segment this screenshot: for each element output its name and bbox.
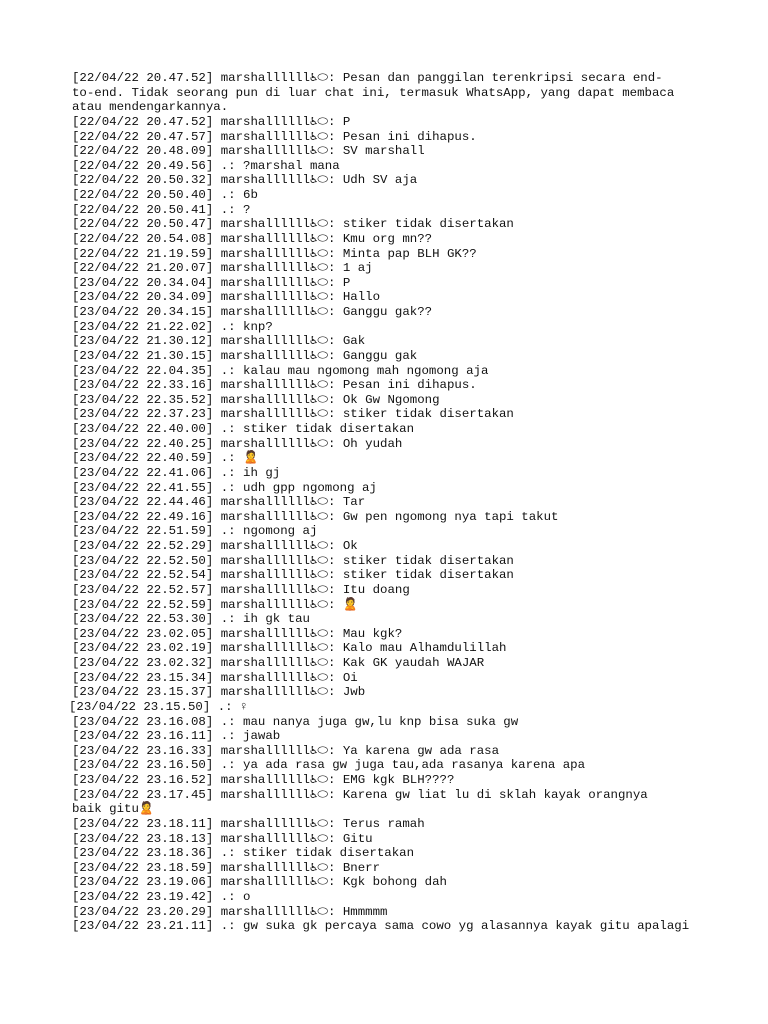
chat-message-line: [23/04/22 22.40.00] .: stiker tidak disertakan: [72, 422, 415, 436]
chat-message-line: [23/04/22 23.15.34] marshallllll♿⬭: Oi: [72, 670, 358, 685]
chat-message-line: [23/04/22 23.18.13] marshallllll♿⬭: Gitu: [72, 831, 373, 846]
chat-message-continuation: baik gitu🙎: [72, 802, 155, 817]
chat-message-line: [23/04/22 20.34.04] marshallllll♿⬭: P: [72, 275, 351, 290]
chat-message-line: [23/04/22 22.52.59] marshallllll♿⬭: 🙎: [72, 597, 359, 612]
chat-message-line: [23/04/22 23.19.42] .: o: [72, 890, 251, 904]
chat-message-line: [23/04/22 22.51.59] .: ngomong aj: [72, 524, 318, 539]
chat-message-line: [23/04/22 22.53.30] .: ih gk tau: [72, 612, 310, 627]
chat-message-line: [23/04/22 22.52.50] marshallllll♿⬭: stiker tidak disertakan: [72, 553, 514, 568]
chat-message-line: [23/04/22 22.44.46] marshallllll♿⬭: Tar: [72, 495, 366, 510]
chat-message-line: [23/04/22 23.16.52] marshallllll♿⬭: EMG kgk BLH????: [72, 773, 455, 787]
chat-message-line: [22/04/22 20.47.52] marshallllll♿⬭: Pesan dan panggilan terenkripsi secara end-: [72, 71, 663, 85]
chat-message-line: [23/04/22 23.16.11] .: jawab: [72, 729, 281, 744]
chat-message-line: [23/04/22 23.19.06] marshallllll♿⬭: Kgk bohong dah: [72, 875, 447, 890]
chat-message-line: [23/04/22 22.41.06] .: ih gj: [72, 465, 281, 480]
chat-message-line: [23/04/22 22.52.29] marshallllll♿⬭: Ok: [72, 539, 358, 553]
chat-message-line: [23/04/22 23.16.08] .: mau nanya juga gw,lu knp bisa suka gw: [72, 714, 519, 729]
chat-message-line: [23/04/22 22.04.35] .: kalau mau ngomong mah ngomong aja: [72, 363, 489, 378]
chat-message-line: [23/04/22 23.16.33] marshallllll♿⬭: Ya karena gw ada rasa: [72, 743, 499, 758]
chat-message-line: [22/04/22 20.50.41] .: ?: [72, 202, 251, 217]
chat-message-line: [23/04/22 23.18.36] .: stiker tidak disertakan: [72, 846, 415, 861]
chat-message-line: [23/04/22 22.41.55] .: udh gpp ngomong aj: [72, 480, 377, 495]
chat-message-line: [22/04/22 21.20.07] marshallllll♿⬭: 1 aj: [72, 261, 373, 276]
chat-message-line: [23/04/22 23.18.59] marshallllll♿⬭: Bnerr: [72, 860, 381, 875]
chat-message-line: [23/04/22 21.30.15] marshallllll♿⬭: Ganggu gak: [72, 348, 418, 363]
chat-message-line: [23/04/22 22.49.16] marshallllll♿⬭: Gw pen ngomong nya tapi takut: [72, 509, 559, 524]
chat-message-line: [22/04/22 20.47.57] marshallllll♿⬭: Pesan ini dihapus.: [72, 129, 477, 144]
chat-message-line: [22/04/22 20.50.47] marshallllll♿⬭: stiker tidak disertakan: [72, 217, 514, 232]
chat-message-line: [23/04/22 23.21.11] .: gw suka gk percaya sama cowo yg alasannya kayak gitu apalagi: [72, 919, 690, 934]
chat-message-line: [23/04/22 23.18.11] marshallllll♿⬭: Terus ramah: [72, 816, 425, 831]
chat-message-continuation: to-end. Tidak seorang pun di luar chat ini, termasuk WhatsApp, yang dapat membaca: [72, 85, 675, 100]
chat-transcript: [69, 71, 692, 934]
chat-message-line: [23/04/22 23.16.50] .: ya ada rasa gw juga tau,ada rasanya karena apa: [72, 758, 586, 773]
chat-message-line: [23/04/22 21.22.02] .: knp?: [72, 319, 273, 334]
chat-message-line: [23/04/22 23.02.19] marshallllll♿⬭: Kalo mau Alhamdulillah: [72, 641, 507, 656]
chat-message-line: [22/04/22 20.49.56] .: ?marshal mana: [72, 158, 340, 173]
chat-message-line: [23/04/22 20.34.15] marshallllll♿⬭: Ganggu gak??: [72, 305, 433, 319]
chat-message-line: [22/04/22 21.19.59] marshallllll♿⬭: Minta pap BLH GK??: [72, 246, 477, 261]
chat-message-line: [23/04/22 23.15.37] marshallllll♿⬭: Jwb: [72, 685, 366, 700]
chat-message-line: [23/04/22 22.52.54] marshallllll♿⬭: stiker tidak disertakan: [72, 568, 514, 583]
chat-message-line: [23/04/22 23.15.50] .: ♀: [69, 699, 248, 714]
chat-message-line: [23/04/22 23.20.29] marshallllll♿⬭: Hmmmmm: [72, 904, 388, 919]
chat-message-line: [22/04/22 20.47.52] marshallllll♿⬭: P: [72, 114, 351, 129]
chat-message-line: [23/04/22 20.34.09] marshallllll♿⬭: Hallo: [72, 290, 381, 305]
chat-message-line: [23/04/22 23.17.45] marshallllll♿⬭: Karena gw liat lu di sklah kayak orangnya: [72, 787, 648, 802]
chat-message-line: [23/04/22 23.02.32] marshallllll♿⬭: Kak GK yaudah WAJAR: [72, 656, 485, 670]
chat-message-line: [23/04/22 22.40.59] .: 🙎: [72, 451, 259, 466]
chat-message-line: [23/04/22 22.35.52] marshallllll♿⬭: Ok Gw Ngomong: [72, 392, 440, 407]
chat-message-line: [22/04/22 20.54.08] marshallllll♿⬭: Kmu org mn??: [72, 231, 433, 246]
chat-message-line: [23/04/22 22.40.25] marshallllll♿⬭: Oh yudah: [72, 436, 403, 451]
chat-message-line: [23/04/22 22.33.16] marshallllll♿⬭: Pesan ini dihapus.: [72, 378, 477, 393]
chat-message-line: [23/04/22 21.30.12] marshallllll♿⬭: Gak: [72, 334, 366, 349]
chat-message-line: [23/04/22 23.02.05] marshallllll♿⬭: Mau kgk?: [72, 626, 403, 641]
chat-message-line: [22/04/22 20.50.32] marshallllll♿⬭: Udh SV aja: [72, 173, 418, 188]
chat-message-line: [23/04/22 22.37.23] marshallllll♿⬭: stiker tidak disertakan: [72, 407, 514, 422]
chat-message-line: [22/04/22 20.50.40] .: 6b: [72, 188, 258, 202]
chat-message-line: [23/04/22 22.52.57] marshallllll♿⬭: Itu doang: [72, 582, 410, 597]
chat-message-continuation: atau mendengarkannya.: [72, 100, 229, 115]
chat-message-line: [22/04/22 20.48.09] marshallllll♿⬭: SV marshall: [72, 144, 425, 159]
